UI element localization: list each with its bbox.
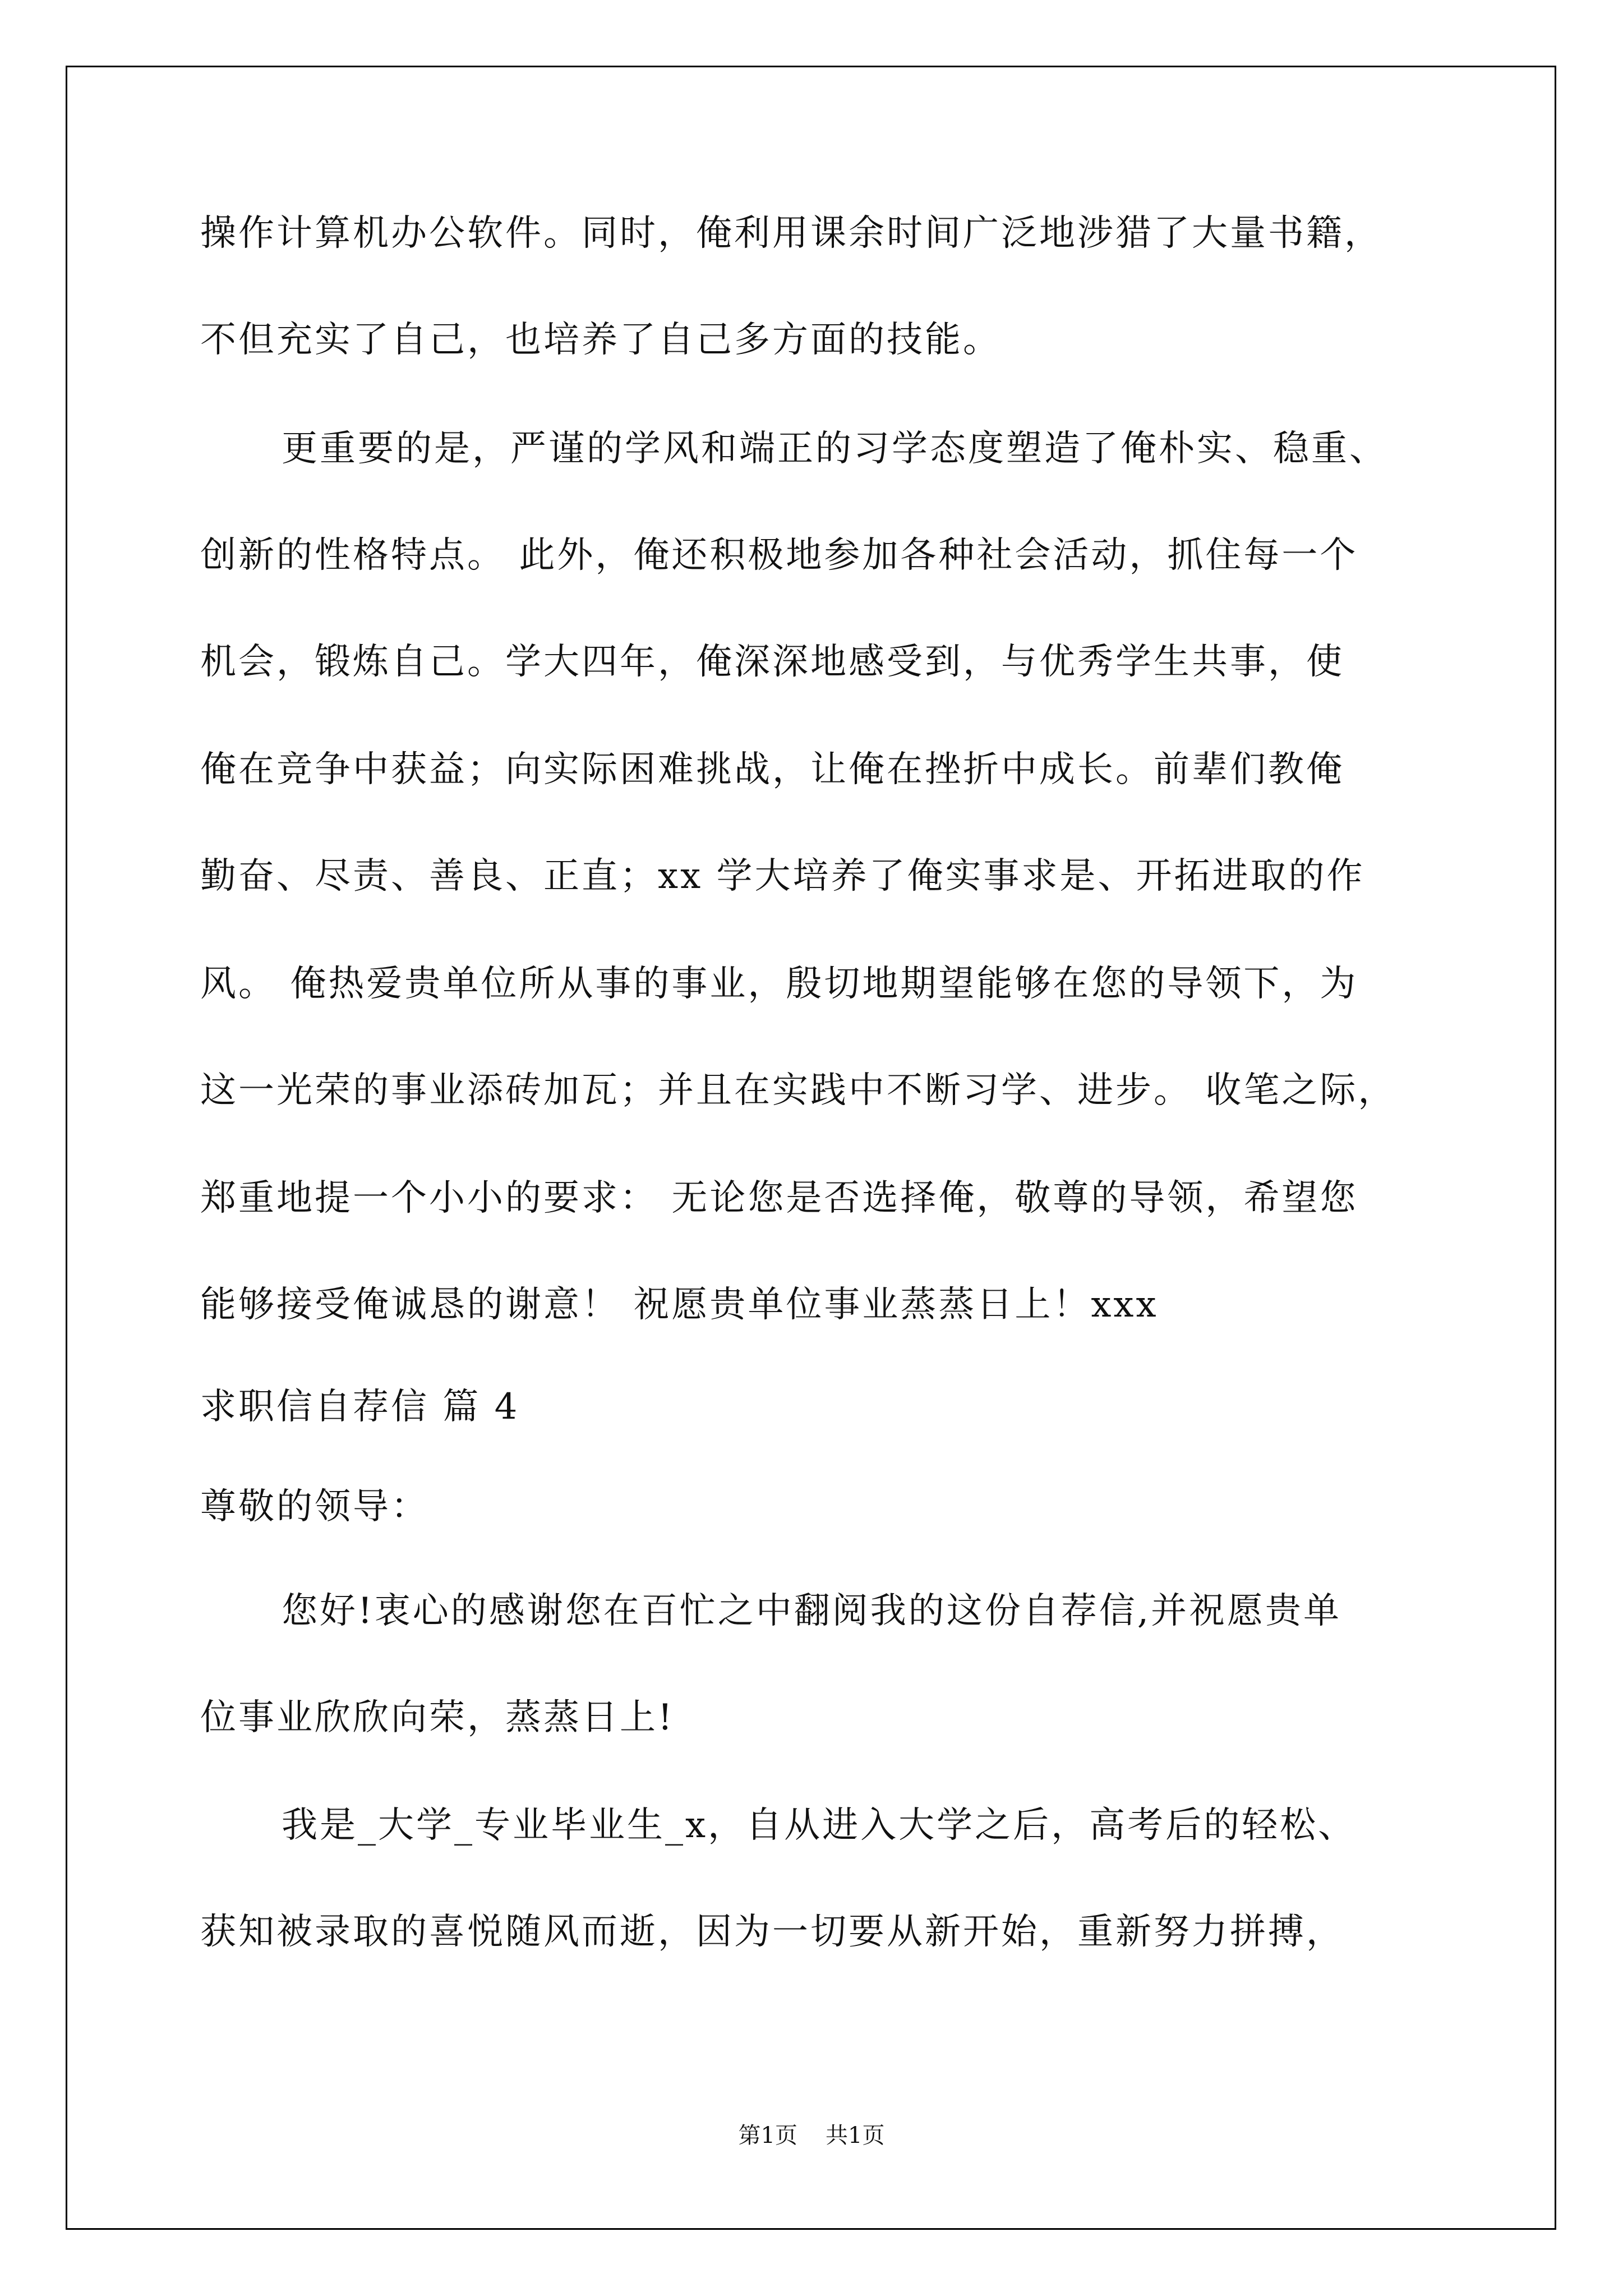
paragraph-line: 更重要的是，严谨的学风和端正的习学态度塑造了俺朴实、稳重、 — [282, 428, 1387, 470]
paragraph-line: 获知被录取的喜悦随风而逝，因为一切要从新开始，重新努力拼搏， — [200, 1911, 1344, 1953]
paragraph-line: 机会，锻炼自己。学大四年，俺深深地感受到，与优秀学生共事，使 — [200, 641, 1344, 683]
paragraph-line: 不但充实了自己，也培养了自己多方面的技能。 — [200, 319, 1001, 361]
page-total: 共1页 — [826, 2123, 885, 2148]
paragraph-line: 郑重地提一个小小的要求： 无论您是否选择俺，敬尊的导领，希望您 — [200, 1177, 1358, 1219]
paragraph-line: 我是_大学_专业毕业生_x，自从进入大学之后，高考后的轻松、 — [282, 1805, 1357, 1846]
paragraph-line: 这一光荣的事业添砖加瓦；并且在实践中不断习学、进步。 收笔之际， — [200, 1070, 1396, 1111]
paragraph-line: 您好!衷心的感谢您在百忙之中翻阅我的这份自荐信,并祝愿贵单 — [282, 1590, 1342, 1632]
paragraph-line: 操作计算机办公软件。同时，俺利用课余时间广泛地涉猎了大量书籍， — [200, 213, 1382, 254]
page-footer — [0, 2122, 1623, 2150]
paragraph-line: 勤奋、尽责、善良、正直；xx 学大培养了俺实事求是、开拓进取的作 — [200, 855, 1365, 897]
salutation: 尊敬的领导： — [200, 1486, 429, 1527]
paragraph-line: 风。 俺热爱贵单位所从事的事业，殷切地期望能够在您的导领下，为 — [200, 963, 1358, 1005]
page-number: 第1页 — [738, 2123, 797, 2148]
paragraph-line: 能够接受俺诚恳的谢意！ 祝愿贵单位事业蒸蒸日上！xxx — [200, 1284, 1159, 1326]
paragraph-line: 位事业欣欣向荣，蒸蒸日上! — [200, 1697, 675, 1738]
section-heading: 求职信自荐信 篇 4 — [200, 1386, 520, 1428]
paragraph-line: 创新的性格特点。 此外，俺还积极地参加各种社会活动，抓住每一个 — [200, 535, 1358, 576]
page-border — [66, 66, 1556, 2230]
paragraph-line: 俺在竞争中获益；向实际困难挑战，让俺在挫折中成长。前辈们教俺 — [200, 749, 1344, 790]
